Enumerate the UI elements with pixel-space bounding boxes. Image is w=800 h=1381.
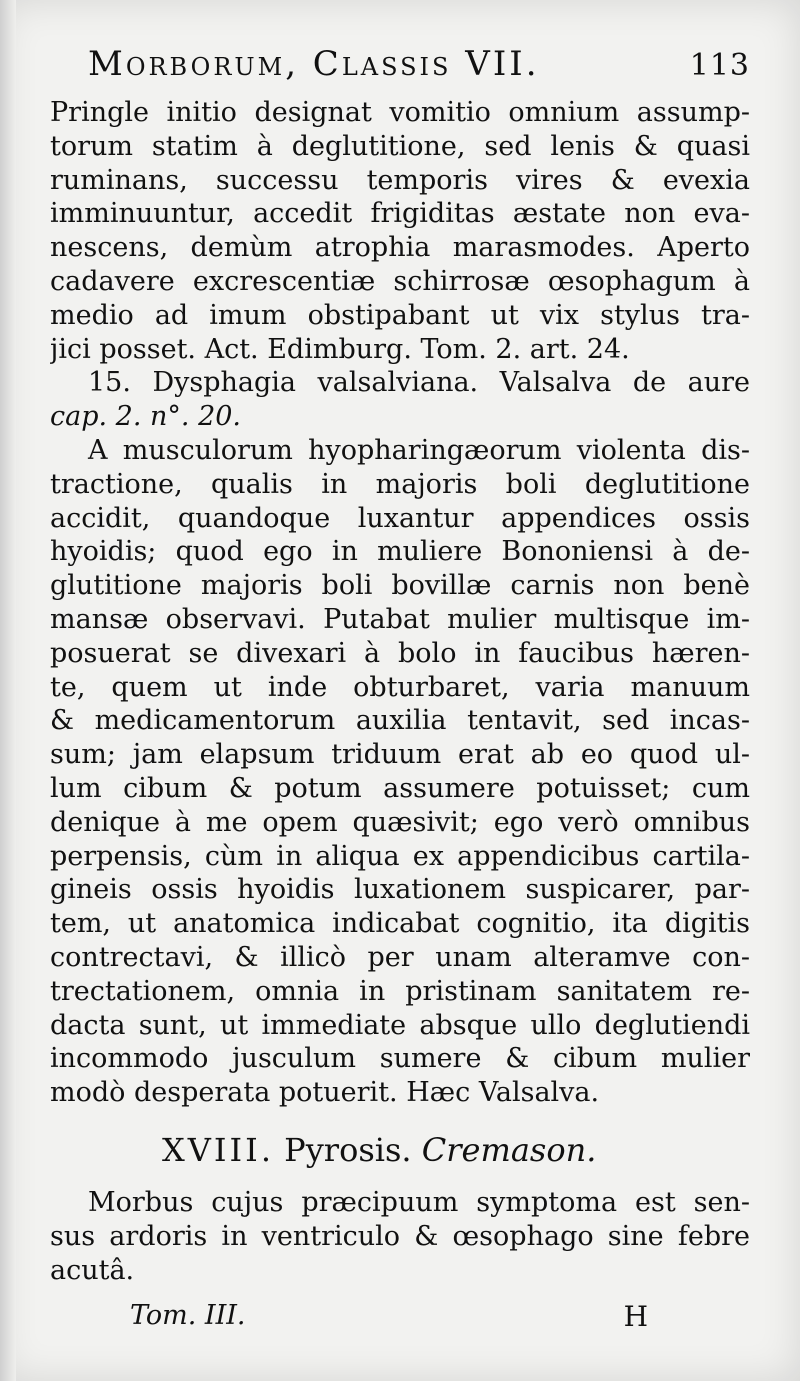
text-line: nescens, demùm atrophia marasmodes. Aperto [50, 232, 750, 264]
text-line: medio ad imum obstipabant ut vix stylus tra- [50, 299, 750, 331]
text-line: posuerat se divexari à bolo in faucibus hæren- [50, 637, 750, 669]
text-line: imminuuntur, accedit frigiditas æstate non eva- [50, 198, 750, 230]
page-footer [130, 1300, 648, 1333]
text-line: ruminans, successu temporis vires & evexia [50, 164, 750, 196]
text-line: tractione, qualis in majoris boli deglutitione [50, 468, 750, 500]
section-number: XVIII. [162, 1130, 274, 1169]
text-line: gineis ossis hyoidis luxationem suspicarer, par- [50, 874, 750, 906]
text-line: cap. 2. n°. 20. [50, 401, 242, 433]
text-line: jici posset. Act. Edimburg. Tom. 2. art. 24. [50, 333, 630, 365]
text-line: perpensis, cùm in aliqua ex appendicibus cartila- [50, 840, 750, 872]
text-line: torum statim à deglutitione, sed lenis & quasi [50, 130, 750, 162]
text-line: te, quem ut inde obturbaret, varia manuum [50, 671, 750, 703]
text-line: sus ardoris in ventriculo & œsophago sine febre [50, 1220, 750, 1252]
text-line: acutâ. [50, 1254, 135, 1286]
paragraph-pringle [50, 96, 750, 366]
text-line: mansæ observavi. Putabat mulier multisque im- [50, 603, 750, 635]
text-line: modò desperata potuerit. Hæc Valsalva. [50, 1077, 600, 1109]
page-edge-shadow [0, 0, 16, 1381]
text-line: Pringle initio designat vomitio omnium assump- [50, 97, 750, 128]
text-line: A musculorum hyopharingæorum violenta dis- [88, 434, 750, 466]
text-line: glutitione majoris boli bovillæ carnis non benè [50, 570, 750, 602]
paragraph-valsalva-heading [50, 366, 750, 434]
section-name: Pyrosis. [284, 1130, 412, 1169]
gathering-mark: H [623, 1300, 648, 1333]
text-line: & medicamentorum auxilia tentavit, sed incas- [50, 705, 750, 737]
text-line: hyoidis; quod ego in muliere Bononiensi à de- [50, 536, 750, 568]
signature-mark: Tom. III. [130, 1300, 246, 1331]
section-heading [162, 1128, 750, 1172]
text-line: Morbus cujus præcipuum symptoma est sen- [88, 1186, 750, 1218]
text-line: accidit, quandoque luxantur appendices ossis [50, 502, 750, 534]
text-line: 15. Dysphagia valsalviana. Valsalva de aure [88, 367, 750, 399]
paragraph-definition [50, 1186, 750, 1287]
text-line: trectationem, omnia in pristinam sanitatem re- [50, 975, 750, 1007]
page-text [50, 44, 750, 1287]
text-line: tem, ut anatomica indicabat cognitio, ita digitis [50, 908, 750, 940]
running-header [88, 44, 750, 94]
page-number: 113 [689, 48, 750, 83]
paragraph-valsalva [50, 434, 750, 1110]
text-line: contrectavi, & illicò per unam alteramve con- [50, 941, 750, 973]
text-line: cadavere excrescentiæ schirrosæ œsophagum à [50, 265, 750, 297]
text-line: lum cibum & potum assumere potuisset; cum [50, 772, 750, 804]
text-line: sum; jam elapsum triduum erat ab eo quod ul- [50, 739, 750, 771]
text-line: dacta sunt, ut immediate absque ullo deglutiendi [50, 1009, 750, 1041]
text-line: denique à me opem quæsivit; ego verò omnibus [50, 806, 750, 838]
running-title: Morborum, Classis VII. [88, 44, 540, 84]
section-synonym: Cremason. [421, 1130, 597, 1169]
text-line: incommodo jusculum sumere & cibum mulier [50, 1043, 750, 1075]
